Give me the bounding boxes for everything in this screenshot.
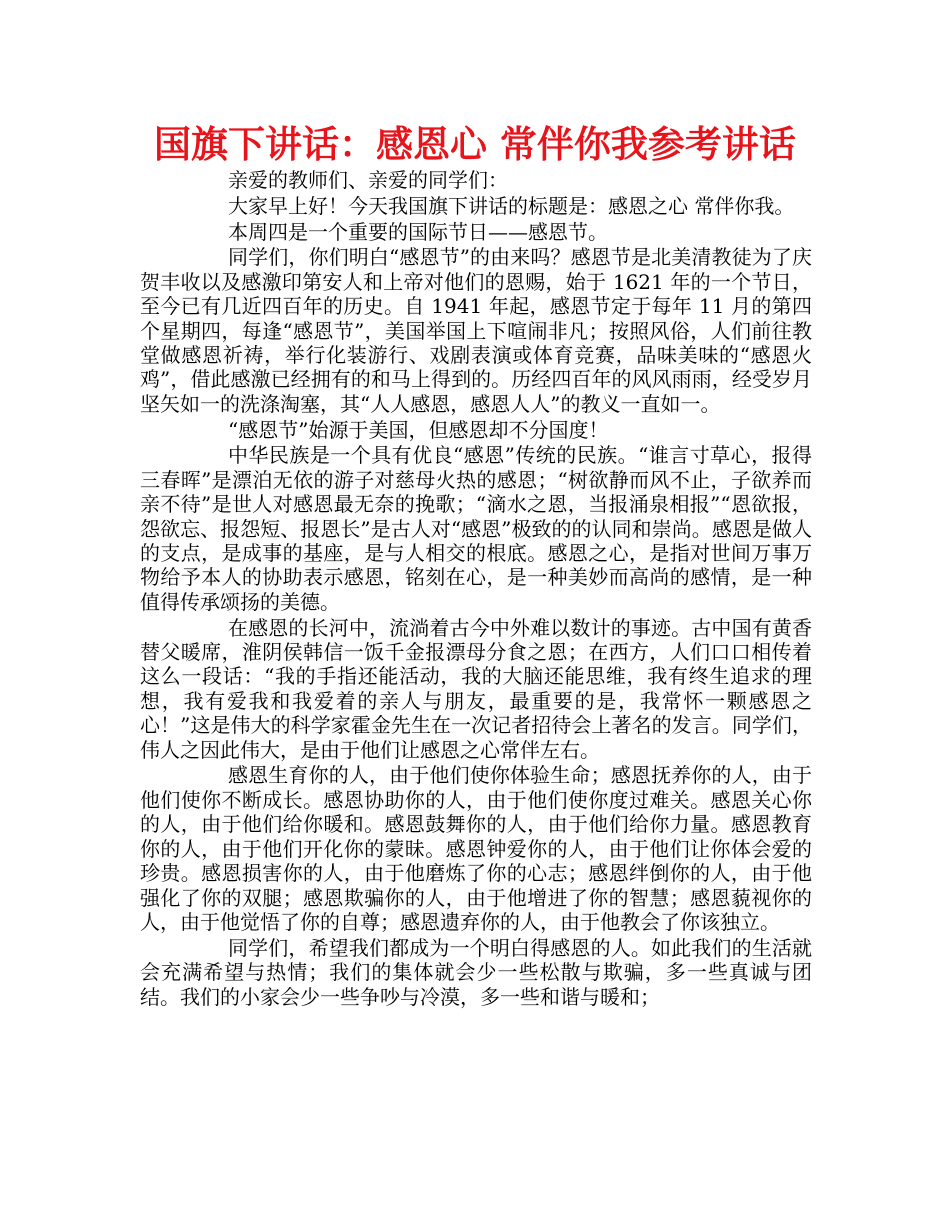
paragraph-thanksgiving-intro: 本周四是一个重要的国际节日——感恩节。 <box>228 219 608 244</box>
paragraph-greeting: 亲爱的教师们、亲爱的同学们： <box>228 168 508 192</box>
paragraph-gratitude-list: 感恩生育你的人，由于他们使你体验生命；感恩抚养你的人，由于他们使你不断成长。感恩协助你的人，由于他们使你度过难关。感恩关心你的人，由于他们给你暖和。感恩鼓舞你的人，由于他们给你力量。感恩教育你的人，由于他们开化你的蒙昧。感恩钟爱你的人，由于他们让你体会爱的珍贵。感恩损害你的人，由于他磨炼了你的心志；感恩绊倒你的人，由于他强化了你的双腿；感恩欺骗你的人，由于他增进了你的智慧；感恩藐视你的人，由于他觉悟了你的自尊；感恩遗弃你的人，由于他教会了你该独立。 <box>140 763 812 934</box>
paragraph-opening: 大家早上好！今天我国旗下讲话的标题是：感恩之心 常伴你我。 <box>228 193 795 218</box>
paragraph-no-borders: “感恩节”始源于美国，但感恩却不分国度！ <box>228 417 609 442</box>
paragraph-hope: 同学们，希望我们都成为一个明白得感恩的人。如此我们的生活就会充满希望与热情；我们的集体就会少一些松散与欺骗，多一些真诚与团结。我们的小家会少一些争吵与冷漠，多一些和谐与暖和； <box>140 935 812 1009</box>
document-title: 国旗下讲话：感恩心 常伴你我参考讲话 <box>154 123 796 166</box>
document-body <box>140 168 812 1010</box>
paragraph-thanksgiving-origin: 同学们，你们明白“感恩节”的由来吗？感恩节是北美清教徒为了庆贺丰收以及感激印第安人和上帝对他们的恩赐，始于 1621 年的一个节日，至今已有几近四百年的历史。自 1941 年起，感恩节定于每年 11 月的第四个星期四，每逢“感恩节”，美国举国上下喧闹非凡；按照风俗，人们前往教堂做感恩祈祷，举行化装游行、戏剧表演或体育竞赛，品味美味的“感恩火鸡”，借此感激已经拥有的和马上得到的。历经四百年的风风雨雨，经受岁月坚矢如一的洗涤淘塞，其“人人感恩，感恩人人”的教义一直如一。 <box>140 245 812 416</box>
paragraph-chinese-tradition: 中华民族是一个具有优良“感恩”传统的民族。“谁言寸草心，报得三春晖”是漂泊无依的游子对慈母火热的感恩；“树欲静而风不止，子欲养而亲不待”是世人对感恩最无奈的挽歌；“滴水之恩，当报涌泉相报”“恩欲报，怨欲忘、报怨短、报恩长”是古人对“感恩”极致的的认同和崇尚。感恩是做人的支点，是成事的基座，是与人相交的根底。感恩之心，是指对世间万事万物给予本人的协助表示感恩，铭刻在心，是一种美妙而高尚的感情，是一种值得传承颂扬的美德。 <box>140 443 812 614</box>
paragraph-stories: 在感恩的长河中，流淌着古今中外难以数计的事迹。古中国有黄香替父暖席，淮阴侯韩信一饭千金报漂母分食之恩；在西方，人们口口相传着这么一段话：“我的手指还能活动，我的大脑还能思维，我有终生追求的理想，我有爱我和我爱着的亲人与朋友，最重要的是，我常怀一颗感恩之心！”这是伟大的科学家霍金先生在一次记者招待会上著名的发言。同学们，伟人之因此伟大，是由于他们让感恩之心常伴左右。 <box>140 615 812 762</box>
